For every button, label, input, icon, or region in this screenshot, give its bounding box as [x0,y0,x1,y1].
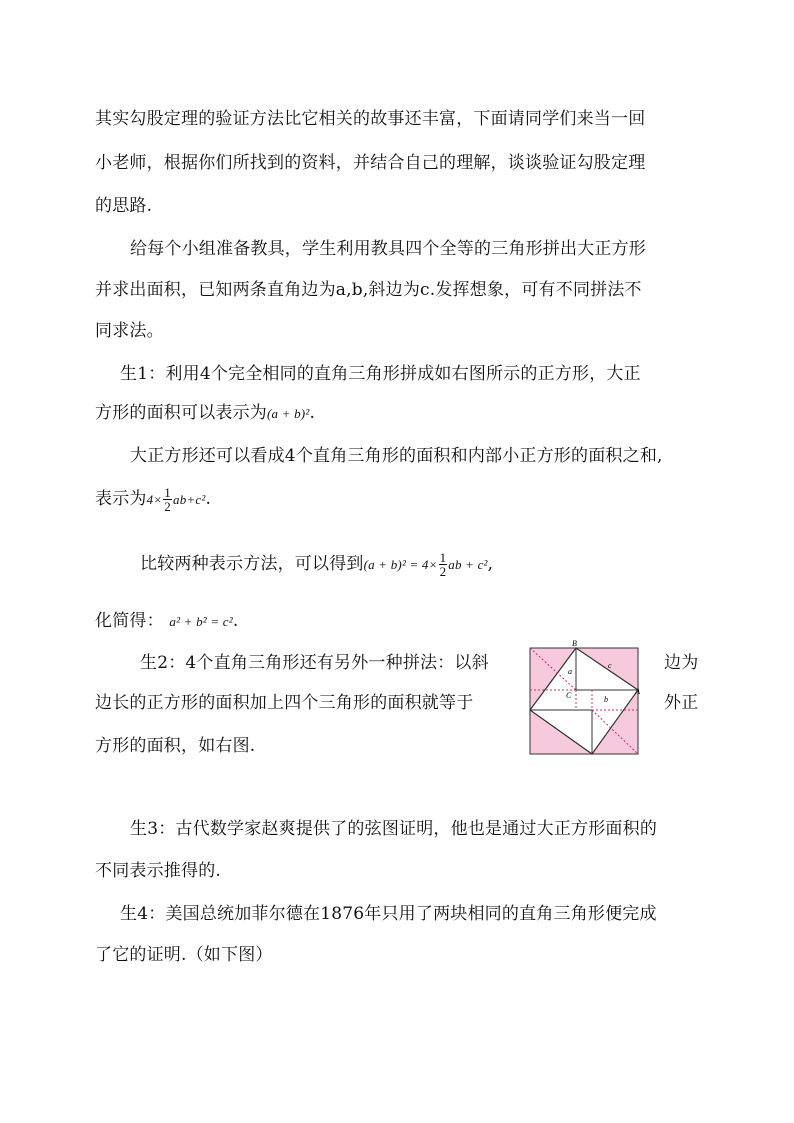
paragraph-2-line-1: 给每个小组准备教具，学生利用教具四个全等的三角形拼出大正方形 [130,239,646,259]
paragraph-1-line-2: 小老师，根据你们所找到的资料，并结合自己的理解，谈谈验证勾股定理 [95,153,646,173]
comma: , [487,554,494,574]
pythagorean-square-figure [528,638,640,756]
fraction-one-half [439,551,448,578]
period: . [205,489,212,509]
paragraph-6-text: 化简得： [95,611,164,631]
paragraph-1-line-3: 的思路. [95,196,153,216]
formula-suffix: ab+c² [173,492,206,507]
paragraph-8-line-2: 不同表示推得的. [95,861,222,881]
paragraph-5-text: 比较两种表示方法，可以得到 [140,554,364,574]
paragraph-7-line-2: 边长的正方形的面积加上四个三角形的面积就等于 [95,693,474,713]
paragraph-7-line-2-right: 外正 [664,693,699,713]
paragraph-3-line-1: 生1：利用4个完全相同的直角三角形拼成如右图所示的正方形，大正 [120,364,641,384]
paragraph-4-line-1: 大正方形还可以看成4个直角三角形的面积和内部小正方形的面积之和, [130,446,663,466]
period: . [309,403,316,423]
label-B: B [572,639,577,648]
paragraph-8-line-1: 生3：古代数学家赵爽提供了的弦图证明，他也是通过大正方形面积的 [130,819,658,839]
paragraph-2-line-2: 并求出面积，已知两条直角边为a,b,斜边为c.发挥想象，可有不同拼法不 [95,280,642,300]
fraction-one-half [163,486,172,513]
formula-a-plus-b-squared: (a + b)² [267,406,310,421]
paragraph-9-line-1: 生4：美国总统加菲尔德在1876年只用了两块相同的直角三角形便完成 [120,904,657,924]
paragraph-3-line-2 [95,398,315,423]
paragraph-3-text: 方形的面积可以表示为 [95,403,267,423]
period: . [232,611,239,631]
paragraph-5 [140,549,493,578]
paragraph-7-line-1-right: 边为 [664,653,699,673]
paragraph-7-line-3: 方形的面积，如右图. [95,736,256,756]
paragraph-9-line-2: 了它的证明.（如下图） [95,945,273,965]
fraction-denominator: 2 [439,564,447,579]
fraction-numerator: 1 [439,550,447,565]
fraction-denominator: 2 [164,499,171,514]
label-c: c [608,661,612,670]
paragraph-4-line-2 [95,484,211,513]
paragraph-4-text: 表示为 [95,489,147,509]
formula-left: (a + b)² = 4× [363,557,438,572]
paragraph-7-line-1: 生2：4个直角三角形还有另外一种拼法：以斜 [140,653,489,673]
fraction-numerator: 1 [164,485,171,500]
paragraph-2-line-3: 同求法。 [95,321,164,341]
label-b: b [604,695,608,704]
formula-right: ab + c² [448,557,488,572]
paragraph-1-line-1: 其实勾股定理的验证方法比它相关的故事还丰富，下面请同学们来当一回 [95,109,646,129]
label-a: a [568,667,572,676]
label-C: C [566,691,572,700]
formula-prefix: 4× [146,492,163,507]
paragraph-6 [95,606,238,631]
label-A: A [635,687,640,696]
formula-pythagorean: a² + b² = c² [169,614,233,629]
